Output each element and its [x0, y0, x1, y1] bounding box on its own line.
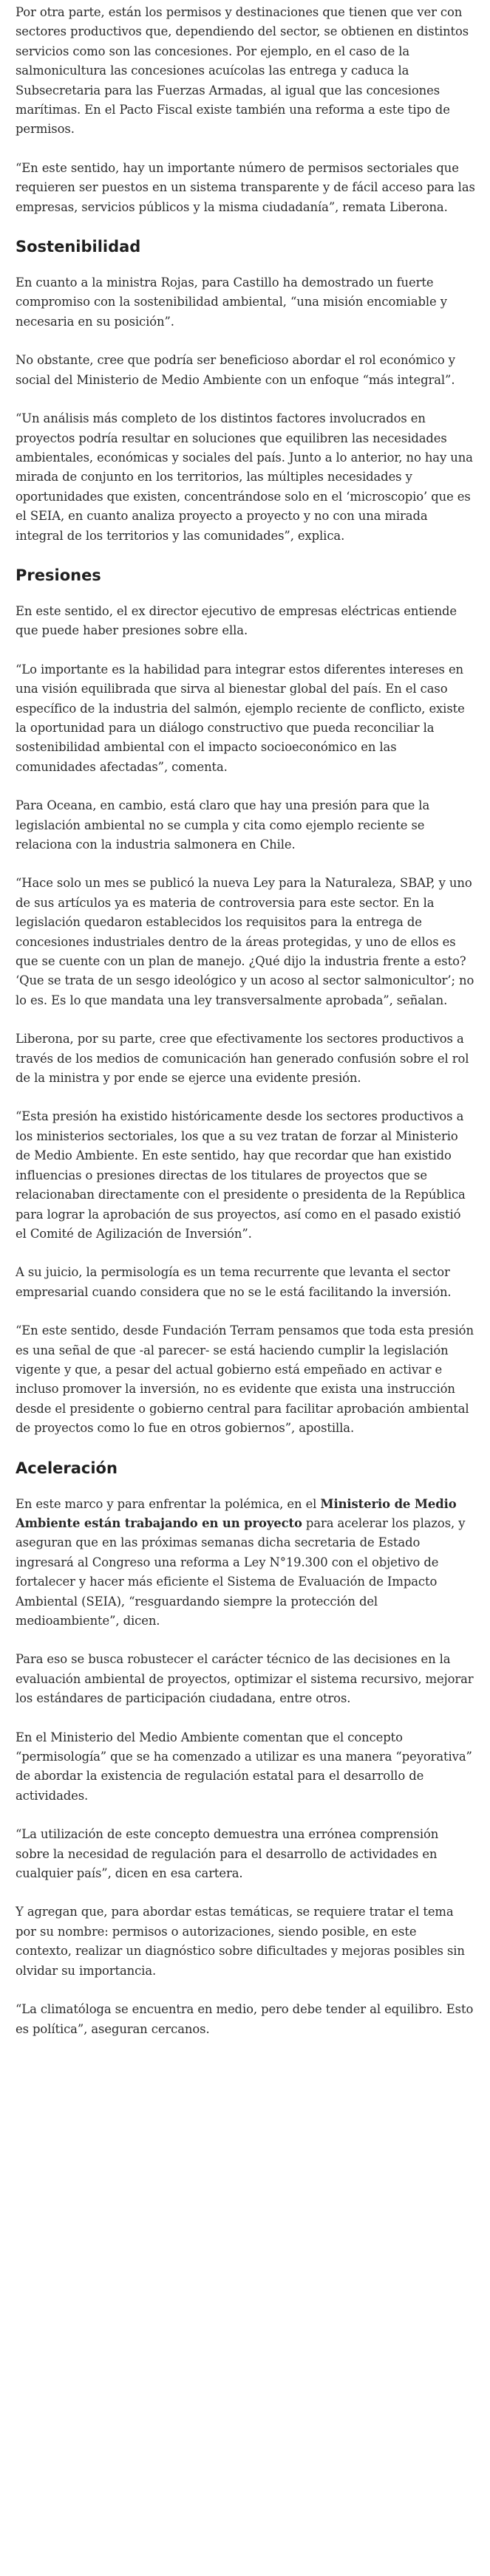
- section-heading: Aceleración: [16, 1459, 118, 1477]
- section-heading: Presiones: [16, 566, 101, 584]
- paragraph: [16, 1495, 475, 1631]
- paragraph: En el Ministerio del Medio Ambiente comentan que el concepto “permisología” que se ha comenzado a utilizar es una manera “peyorativa” de abordar la existencia de regulación estatal para el desarrollo de actividades.: [16, 1730, 472, 1803]
- paragraph: Por otra parte, están los permisos y destinaciones que tienen que ver con sectores productivos que, dependiendo del sector, se obtienen en distintos servicios como son las concesiones. Por ejemplo, en el caso de la salmonicultura las concesiones acuícolas las entrega y caduca la Subsecretaria para las Fuerzas Armadas, al igual que las concesiones marítimas. En el Pacto Fiscal existe también una reforma a este tipo de permisos.: [16, 5, 469, 137]
- paragraph-text: En este marco y para enfrentar la polémica, en el: [16, 1496, 321, 1511]
- section-heading: Sostenibilidad: [16, 238, 141, 256]
- paragraph: En cuanto a la ministra Rojas, para Castillo ha demostrado un fuerte compromiso con la sostenibilidad ambiental, “una misión encomiable y necesaria en su posición”.: [16, 275, 447, 329]
- paragraph: “La climatóloga se encuentra en medio, pero debe tender al equilibro. Esto es política”, aseguran cercanos.: [16, 2002, 474, 2036]
- paragraph: “En este sentido, desde Fundación Terram pensamos que toda esta presión es una señal de que -al parecer- se está haciendo cumplir la legislación vigente y que, a pesar del actual gobierno está empeñado en activar e incluso promover la inversión, no es evidente que exista una instrucción desde el presidente o gobierno central para facilitar aprobación ambiental de proyectos como lo fue en otros gobiernos”, apostilla.: [16, 1323, 474, 1436]
- paragraph: Para Oceana, en cambio, está claro que hay una presión para que la legislación ambiental no se cumpla y cita como ejemplo reciente se relaciona con la industria salmonera en Chile.: [16, 798, 430, 852]
- paragraph-text: para acelerar los plazos, y aseguran que en las próximas semanas dicha secretaria de Estado ingresará al Congreso una reforma a Ley N°19.300 con el objetivo de fortalecer y hacer más eficiente el Sistema de Evaluación de Impacto Ambiental (SEIA), “resguardando siempre la protección del medioambiente”, dicen.: [16, 1515, 466, 1628]
- paragraph: “En este sentido, hay un importante número de permisos sectoriales que requieren ser puestos en un sistema transparente y de fácil acceso para las empresas, servicios públicos y la misma ciudadanía”, remata Liberona.: [16, 160, 475, 214]
- paragraph: “La utilización de este concepto demuestra una errónea comprensión sobre la necesidad de regulación para el desarrollo de actividades en cualquier país”, dicen en esa cartera.: [16, 1827, 439, 1881]
- paragraph: Para eso se busca robustecer el carácter técnico de las decisiones en la evaluación ambiental de proyectos, optimizar el sistema recursivo, mejorar los estándares de participación ciudadana, entre otros.: [16, 1652, 474, 1706]
- bold-text: Ministerio de Medio Ambiente están trabajando en un proyecto: [16, 1496, 457, 1530]
- paragraph: En este sentido, el ex director ejecutivo de empresas eléctricas entiende que puede haber presiones sobre ella.: [16, 603, 457, 638]
- paragraph: No obstante, cree que podría ser beneficioso abordar el rol económico y social del Ministerio de Medio Ambiente con un enfoque “más integral”.: [16, 353, 455, 387]
- paragraph: “Esta presión ha existido históricamente desde los sectores productivos a los ministerios sectoriales, los que a su vez tratan de forzar al Ministerio de Medio Ambiente. En este sentido, hay que recordar que han existido influencias o presiones directas de los titulares de proyectos que se relacionaban directamente con el presidente o presidenta de la República para lograr la aprobación de sus proyectos, así como en el pasado existió el Comité de Agilización de Inversión”.: [16, 1109, 466, 1241]
- paragraph: “Hace solo un mes se publicó la nueva Ley para la Naturaleza, SBAP, y uno de sus artículos ya es materia de controversia para este sector. En la legislación quedaron establecidos los requisitos para la entrega de concesiones industriales dentro de la áreas protegidas, y uno de ellos es que se cuente con un plan de manejo. ¿Qué dijo la industria frente a esto? ‘Que se trata de un sesgo ideológico y un acoso al sector salmonicultor’; no lo es. Es lo que mandata una ley transversalmente aprobada”, señalan.: [16, 876, 474, 1007]
- paragraph: “Lo importante es la habilidad para integrar estos diferentes intereses en una visión equilibrada que sirva al bienestar global del país. En el caso específico de la industria del salmón, ejemplo reciente de conflicto, existe la oportunidad para un diálogo constructivo que pueda reconciliar la sostenibilidad ambiental con el impacto socioeconómico en las comunidades afectadas”, comenta.: [16, 662, 465, 774]
- paragraph: A su juicio, la permisología es un tema recurrente que levanta el sector empresarial cuando considera que no se le está facilitando la inversión.: [16, 1265, 452, 1299]
- paragraph: Liberona, por su parte, cree que efectivamente los sectores productivos a través de los medios de comunicación han generado confusión sobre el rol de la ministra y por ende se ejerce una evidente presión.: [16, 1032, 469, 1086]
- paragraph: Y agregan que, para abordar estas temáticas, se requiere tratar el tema por su nombre: permisos o autorizaciones, siendo posible, en este contexto, realizar un diagnóstico sobre dificultades y mejoras posibles sin olvidar su importancia.: [16, 1905, 465, 1978]
- paragraph: “Un análisis más completo de los distintos factores involucrados en proyectos podría resultar en soluciones que equilibren las necesidades ambientales, económicas y sociales del país. Junto a lo anterior, no hay una mirada de conjunto en los territorios, las múltiples necesidades y oportunidades que existen, concentrándose solo en el ‘microscopio’ que es el SEIA, en cuanto analiza proyecto a proyecto y no con una mirada integral de los territorios y las comunidades”, explica.: [16, 411, 473, 543]
